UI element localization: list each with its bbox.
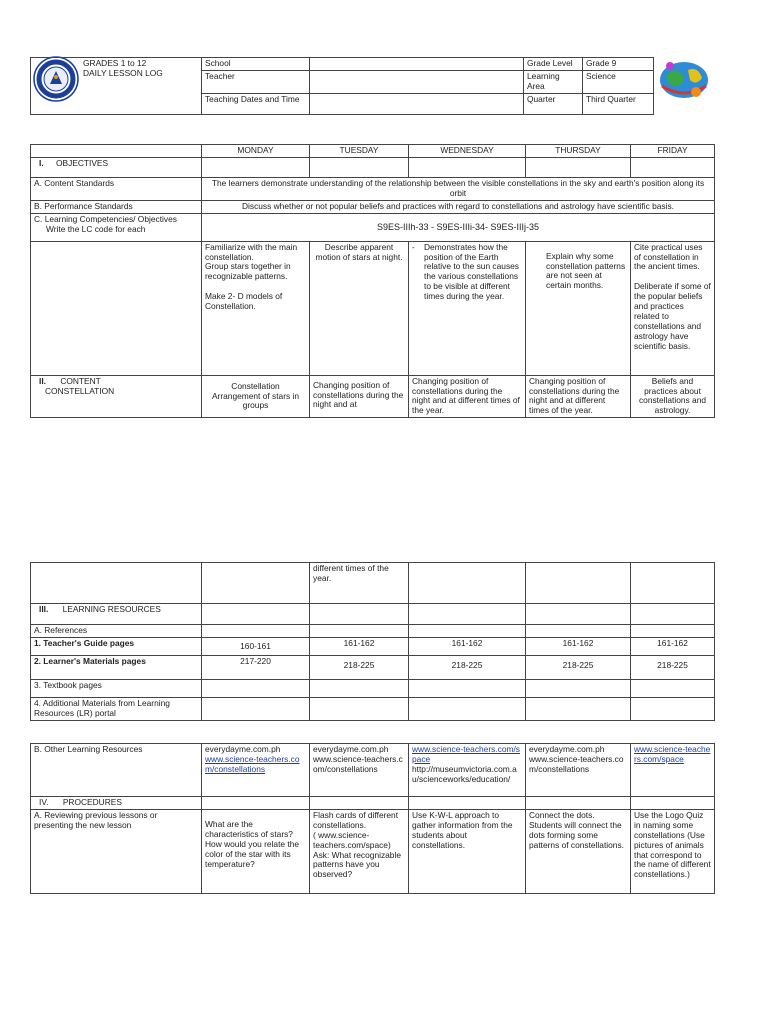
link-space-wednesday[interactable]: www.science-teachers.com/space: [412, 744, 520, 764]
content-standards-label: A. Content Standards: [31, 177, 202, 200]
tg-pages-wednesday: 161-162: [409, 637, 526, 655]
link-constellations-tuesday: www.science-teachers.com/constellations: [313, 753, 403, 774]
link-everydayme-thursday: everydayme.com.ph: [529, 744, 605, 754]
procedures-label: PROCEDURES: [62, 797, 122, 807]
quarter-label: Quarter: [524, 93, 583, 114]
objective-tuesday: Describe apparent motion of stars at night.: [310, 241, 409, 375]
content-heading: [31, 375, 202, 418]
procedure-wednesday: Use K-W-L approach to gather information from the students about constellations.: [409, 809, 526, 893]
reviewing-lessons-label: A. Reviewing previous lessons or presenting the new lesson: [31, 809, 202, 893]
content-label: CONTENT: [60, 375, 101, 386]
objectives-heading: [31, 157, 202, 177]
tg-pages-thursday: 161-162: [526, 637, 631, 655]
link-constellations-monday[interactable]: www.science-teachers.com/constellations: [205, 753, 300, 774]
grade-level-label: Grade Level: [524, 58, 583, 71]
lm-pages-friday: 218-225: [631, 655, 715, 679]
learning-competencies-label: C. Learning Competencies/ Objectives: [34, 213, 177, 224]
procedures-number: IV.: [39, 797, 49, 807]
school-value: [310, 58, 524, 71]
other-resources-label: B. Other Learning Resources: [31, 744, 202, 797]
other-resources-thursday: [526, 744, 631, 797]
other-resources-monday: [202, 744, 310, 797]
learning-resources-number: III.: [39, 604, 49, 614]
teacher-value: [310, 70, 524, 93]
lesson-table-procedures: [30, 743, 715, 894]
performance-standards-label: B. Performance Standards: [31, 200, 202, 213]
objective-monday: Familiarize with the main constellation. Group stars together in recognizable patterns. Make 2- D models of Constellation.: [202, 241, 310, 375]
lesson-table-top: [30, 144, 715, 418]
day-header-friday: FRIDAY: [631, 145, 715, 158]
tg-pages-monday: 160-161: [202, 637, 310, 655]
quarter-value: Third Quarter: [583, 93, 654, 114]
procedures-heading: [31, 797, 202, 810]
teacher-label: Teacher: [202, 70, 310, 93]
teachers-guide-label: 1. Teacher's Guide pages: [31, 637, 202, 655]
content-number: II.: [39, 375, 46, 386]
lm-pages-thursday: 218-225: [526, 655, 631, 679]
objectives-number: I.: [39, 157, 44, 168]
content-monday: Constellation Arrangement of stars in groups: [202, 375, 310, 418]
content-tuesday-continued: different times of the year.: [310, 563, 409, 604]
learning-resources-heading: [31, 604, 202, 625]
objective-thursday: Explain why some constellation patterns are not seen at certain months.: [526, 241, 631, 375]
content-wednesday: Changing position of constellations during the night and at different times of the year.: [409, 375, 526, 418]
day-header-tuesday: TUESDAY: [310, 145, 409, 158]
other-resources-tuesday: [310, 744, 409, 797]
link-constellations-thursday: www.science-teachers.com/constellations: [529, 753, 624, 774]
lc-code-instruction: Write the LC code for each: [46, 223, 146, 234]
content-tuesday: Changing position of constellations during the night and at: [310, 375, 409, 418]
tg-pages-tuesday: 161-162: [310, 637, 409, 655]
learning-competencies-cell: [31, 213, 202, 241]
link-museumvictoria: http://museumvictoria.com.au/scienceworks/education/: [412, 763, 517, 784]
references-label: A. References: [31, 625, 202, 638]
content-thursday: Changing position of constellations during the night and at different times of the year.: [526, 375, 631, 418]
content-standards-text: The learners demonstrate understanding of the relationship between the visible constellations in the sky and earth's position along its orbit: [202, 177, 715, 200]
objective-wednesday-cell: [409, 241, 526, 375]
day-header-monday: MONDAY: [202, 145, 310, 158]
learning-resources-label: LEARNING RESOURCES: [62, 604, 161, 614]
lesson-table-bottom: [30, 562, 715, 721]
procedure-thursday: Connect the dots. Students will connect the dots forming some patterns of constellations.: [526, 809, 631, 893]
textbook-pages-label: 3. Textbook pages: [31, 679, 202, 697]
lc-codes: S9ES-IIIh-33 - S9ES-IIIi-34- S9ES-IIIj-35: [202, 213, 715, 241]
objective-wednesday: Demonstrates how the position of the Earth relative to the sun causes the various constellations to be visible at different times during the year.: [424, 241, 519, 302]
day-header-wednesday: WEDNESDAY: [409, 145, 526, 158]
content-topic: CONSTELLATION: [45, 385, 115, 396]
school-label: School: [202, 58, 310, 71]
wednesday-bullet: -: [412, 241, 415, 252]
additional-materials-label: 4. Additional Materials from Learning Resources (LR) portal: [31, 697, 202, 720]
daily-lesson-log-label: DAILY LESSON LOG: [83, 67, 163, 78]
learning-area-value: Science: [583, 70, 654, 93]
procedure-monday: What are the characteristics of stars? How would you relate the color of the star with its temperature?: [202, 809, 310, 893]
link-space-friday[interactable]: www.science-teachers.com/space: [634, 744, 711, 764]
objectives-label: OBJECTIVES: [55, 157, 109, 168]
day-header-thursday: THURSDAY: [526, 145, 631, 158]
log-title-cell: [31, 58, 202, 115]
other-resources-wednesday: [409, 744, 526, 797]
lm-pages-monday: 217-220: [202, 655, 310, 679]
procedure-tuesday: Flash cards of different constellations. ( www.science-teachers.com/space) Ask: What recognizable patterns have you observed?: [310, 809, 409, 893]
header-table: [30, 57, 714, 115]
objective-friday: Cite practical uses of constellation in the ancient times. Deliberate if some of the popular beliefs and practices related to constellations and astrology have scientific basis.: [631, 241, 715, 375]
learning-area-label: Learning Area: [524, 70, 583, 93]
grades-label: GRADES 1 to 12: [83, 58, 147, 68]
teaching-dates-label: Teaching Dates and Time: [202, 93, 310, 114]
procedure-friday: Use the Logo Quiz in naming some constellations (Use pictures of animals that correspond to the name of different constellations.): [631, 809, 715, 893]
lm-pages-wednesday: 218-225: [409, 655, 526, 679]
teaching-dates-value: [310, 93, 524, 114]
link-everydayme-monday: everydayme.com.ph: [205, 744, 281, 754]
performance-standards-text: Discuss whether or not popular beliefs and practices with regard to constellations and astrology have scientific basis.: [202, 200, 715, 213]
tg-pages-friday: 161-162: [631, 637, 715, 655]
content-friday: Beliefs and practices about constellations and astrology.: [631, 375, 715, 418]
learners-materials-label: 2. Learner's Materials pages: [31, 655, 202, 679]
other-resources-friday: [631, 744, 715, 797]
lm-pages-tuesday: 218-225: [310, 655, 409, 679]
link-everydayme-tuesday: everydayme.com.ph: [313, 744, 389, 754]
grade-level-value: Grade 9: [583, 58, 654, 71]
